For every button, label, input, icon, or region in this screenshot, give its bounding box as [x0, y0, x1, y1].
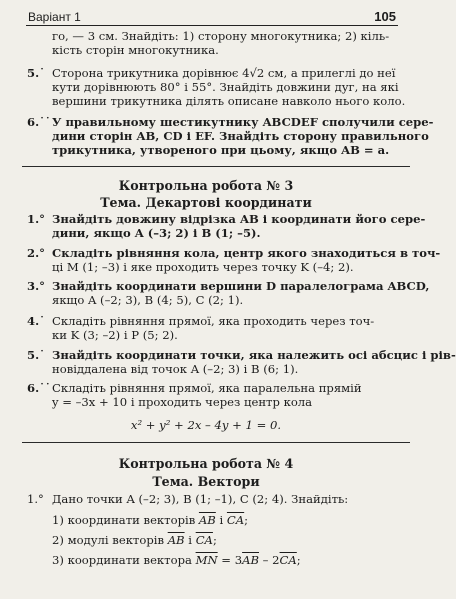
page-number: 105	[374, 9, 396, 24]
task5-line-2: кути дорівнюють 80° і 55°. Знайдіть довжини дуг, на які	[52, 80, 399, 94]
kr3-task2-line-1: Складіть рівняння кола, центр якого знаходиться в точ-	[52, 246, 441, 260]
task5-line-3: вершини трикутника ділять описане навколо нього коло.	[52, 94, 406, 108]
kr3-title: Контрольна робота № 3	[118, 178, 294, 193]
kr4-title: Контрольна робота № 4	[118, 456, 294, 471]
kr3-task2-line-2: ці M (1; –3) і яке проходить через точку K (–4; 2).	[52, 260, 354, 274]
vector-ab: $\overline{AB}$	[167, 533, 185, 547]
kr4-item-3-text: 3) координати вектора	[52, 553, 192, 567]
intro-line-2: кість сторін многокутника.	[52, 43, 219, 57]
kr4-subtitle: Тема. Вектори	[152, 474, 260, 489]
kr4-item-3-sep: = 3	[217, 553, 243, 567]
kr4-item-1-end: ;	[244, 513, 249, 527]
intro-line-1: го, — 3 см. Знайдіть: 1) сторону многокутника; 2) кіль-	[52, 29, 390, 43]
kr3-task1-line-1: Знайдіть довжину відрізка AB і координати його сере-	[52, 212, 426, 226]
vector-ca: $\overline{CA}$	[279, 553, 297, 567]
kr4-item-1	[52, 513, 248, 527]
kr4-item-3	[52, 553, 301, 567]
kr4-item-2-text: 2) модулі векторів	[52, 533, 164, 547]
kr3-task3-line-1: Знайдіть координати вершини D паралелограма ABCD,	[52, 279, 430, 293]
kr3-task1-number: 1.°	[27, 212, 45, 226]
kr3-task6-number: 6.˙˙	[27, 381, 51, 395]
vector-ab: $\overline{AB}$	[198, 513, 216, 527]
task5-line-1: Сторона трикутника дорівнює 4√2 см, а прилеглі до неї	[52, 66, 396, 80]
section-divider-2	[22, 442, 410, 443]
kr4-task1-number: 1.°	[27, 492, 44, 506]
kr3-subtitle: Тема. Декартові координати	[100, 195, 312, 210]
kr3-task3-number: 3.°	[27, 279, 45, 293]
page-header	[26, 9, 398, 26]
vector-ab: $\overline{AB}$	[242, 553, 259, 567]
kr4-item-3-sep-2: – 2	[259, 553, 280, 567]
task6-line-2: дини сторін AB, CD і EF. Знайдіть сторону правильного	[52, 129, 429, 143]
section-divider-1	[22, 166, 410, 167]
kr3-task4-line-2: ки K (3; –2) і P (5; 2).	[52, 328, 178, 342]
kr4-item-3-end: ;	[296, 553, 301, 567]
vector-mn: $\overline{MN}$	[195, 553, 218, 567]
kr4-item-2	[52, 533, 217, 547]
kr3-task4-line-1: Складіть рівняння прямої, яка проходить через точ-	[52, 314, 375, 328]
task6-line-3: трикутника, утвореного при цьому, якщо AB = a.	[52, 143, 390, 157]
kr4-item-2-end: ;	[212, 533, 217, 547]
kr3-task1-line-2: дини, якщо A (–3; 2) і B (1; –5).	[52, 226, 261, 240]
variant-label: Варіант 1	[28, 10, 81, 24]
kr3-task3-line-2: якщо A (–2; 3), B (4; 5), C (2; 1).	[52, 293, 244, 307]
vector-ca: $\overline{CA}$	[226, 513, 245, 527]
kr3-task4-number: 4.˙	[27, 314, 45, 328]
kr3-task2-number: 2.°	[27, 246, 45, 260]
kr4-item-1-sep: і	[215, 513, 227, 527]
kr3-task5-line-1: Знайдіть координати точки, яка належить осі абсцис і рів-	[52, 348, 456, 362]
kr4-item-1-text: 1) координати векторів	[52, 513, 196, 527]
kr3-task5-line-2: новіддалена від точок A (–2; 3) і B (6; 1).	[52, 362, 299, 376]
kr4-task1-lead: Дано точки A (–2; 3), B (1; –1), C (2; 4). Знайдіть:	[52, 492, 349, 506]
circle-equation: x² + y² + 2x – 4y + 1 = 0.	[130, 418, 282, 432]
kr3-task6-line-2: y = –3x + 10 і проходить через центр кола	[52, 395, 313, 409]
kr4-item-2-sep: і	[184, 533, 196, 547]
task6-number: 6.˙˙	[27, 115, 51, 129]
vector-ca: $\overline{CA}$	[195, 533, 213, 547]
kr3-task6-line-1: Складіть рівняння прямої, яка паралельна прямій	[52, 381, 362, 395]
task6-line-1: У правильному шестикутнику ABCDEF сполучили сере-	[52, 115, 434, 129]
kr3-task5-number: 5.˙	[27, 348, 45, 362]
task5-number: 5.˙	[27, 66, 45, 80]
